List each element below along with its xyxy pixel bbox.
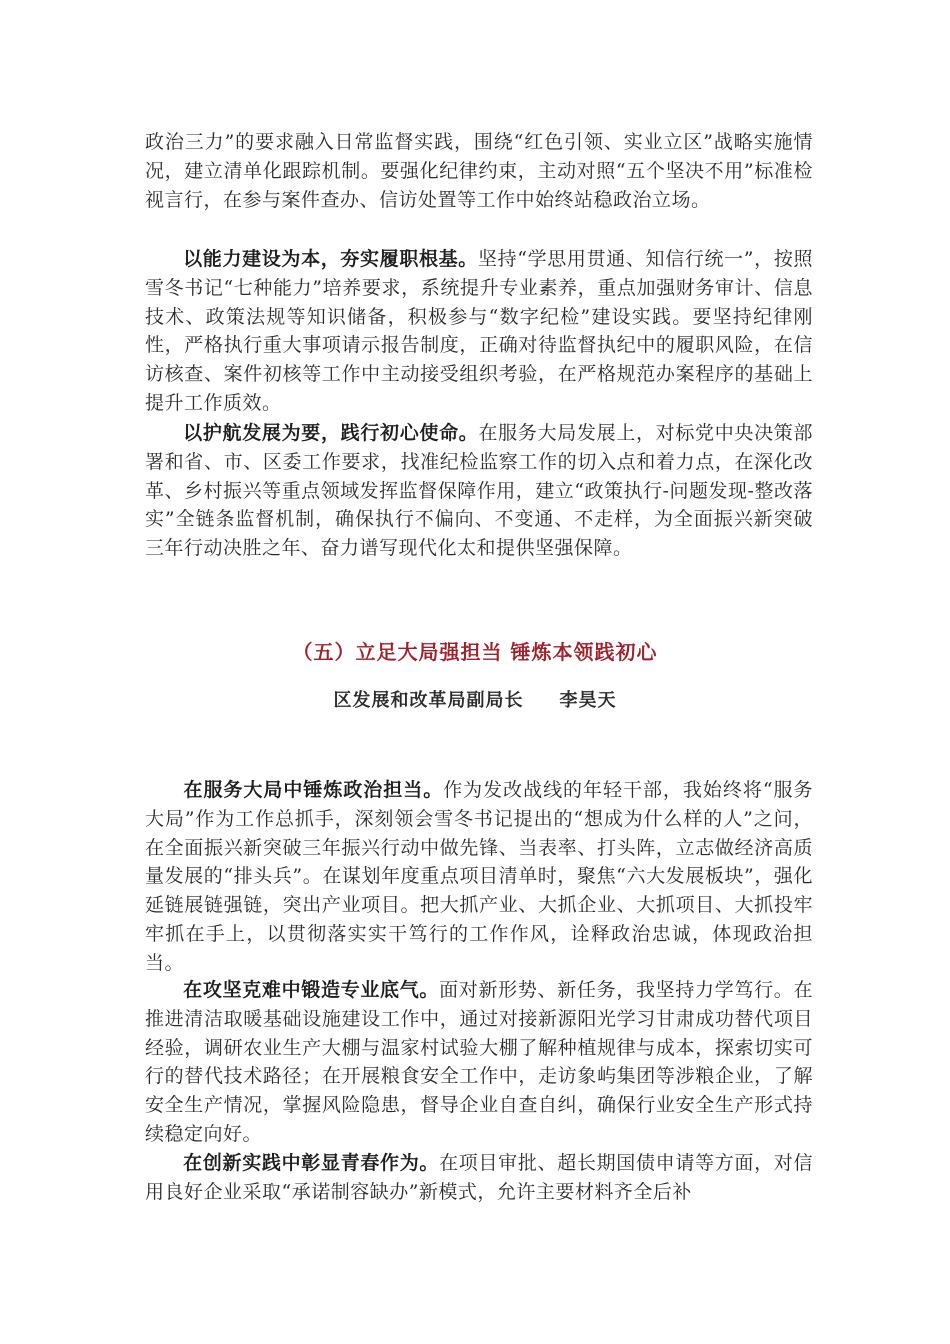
paragraph-capability [145, 245, 813, 418]
paragraph-text: 在服务大局发展上，对标党中央决策部署和省、市、区委工作要求，找准纪检监察工作的切入点和着力点，在深化改革、乡村振兴等重点领域发挥监督保障作用，建立“政策执行-问题发现-整改落实”全链条监督机制，确保执行不偏向、不变通、不走样，为全面振兴新突破三年行动决胜之年、奋力谱写现代化太和提供坚强保障。 [145, 422, 813, 560]
paragraph-development [145, 419, 813, 563]
author-name: 李昊天 [559, 690, 617, 711]
paragraph-expertise [145, 976, 813, 1149]
paragraph-lead: 在攻坚克难中锻造专业底气。 [183, 979, 440, 1001]
section-title: （五）立足大局强担当 锤炼本领践初心 [292, 640, 658, 664]
paragraph-innovation [145, 1149, 813, 1207]
paragraph-text: 作为发改战线的年轻干部，我始终将“服务大局”作为工作总抓手，深刻领会雪冬书记提出的“想成为什么样的人”之问，在全面振兴新突破三年振兴行动中做先锋、当表率、打头阵，立志做经济高质量发展的“排头兵”。在谋划年度重点项目清单时，聚焦“六大发展板块”，强化延链展链强链，突出产业项目。把大抓产业、大抓企业、大抓项目、大抓投牢牢抓在手上，以贯彻落实实干笃行的工作作风，诠释政治忠诚，体现政治担当。 [145, 779, 813, 974]
paragraph-text: 在项目审批、超长期国债申请等方面，对信用良好企业采取“承诺制容缺办”新模式，允许主要材料齐全后补 [145, 1152, 813, 1203]
paragraph-political-duty [145, 776, 813, 978]
author-role: 区发展和改革局副局长 [333, 690, 524, 711]
paragraph-text: 政治三力”的要求融入日常监督实践，围绕“红色引领、实业立区”战略实施情况，建立清单化跟踪机制。要强化纪律约束，主动对照“五个坚决不用”标准检视言行，在参与案件查办、信访处置等工作中始终站稳政治立场。 [145, 131, 813, 211]
paragraph-lead: 以护航发展为要，践行初心使命。 [183, 422, 479, 444]
paragraph-political-stance [145, 128, 813, 214]
paragraph-lead: 在服务大局中锤炼政治担当。 [183, 779, 444, 801]
paragraph-text: 坚持“学思用贯通、知信行统一”，按照雪冬书记“七种能力”培养要求，系统提升专业素养，重点加强财务审计、信息技术、政策法规等知识储备，积极参与“数字纪检”建设实践。要坚持纪律刚性，严格执行重大事项请示报告制度，正确对待监督执纪中的履职风险，在信访核查、案件初核等工作中主动接受组织考验，在严格规范办案程序的基础上提升工作质效。 [145, 248, 813, 414]
paragraph-lead: 在创新实践中彰显青春作为。 [183, 1152, 440, 1174]
paragraph-lead: 以能力建设为本，夯实履职根基。 [183, 248, 478, 270]
paragraph-text: 面对新形势、新任务，我坚持力学笃行。在推进清洁取暖基础设施建设工作中，通过对接新源阳光学习甘肃成功替代项目经验，调研农业生产大棚与温家村试验大棚了解种植规律与成本，探索切实可行的替代技术路径；在开展粮食安全工作中，走访象屿集团等涉粮企业，了解安全生产情况，掌握风险隐患，督导企业自查自纠，确保行业安全生产形式持续稳定向好。 [145, 979, 813, 1145]
author-byline [0, 686, 950, 712]
